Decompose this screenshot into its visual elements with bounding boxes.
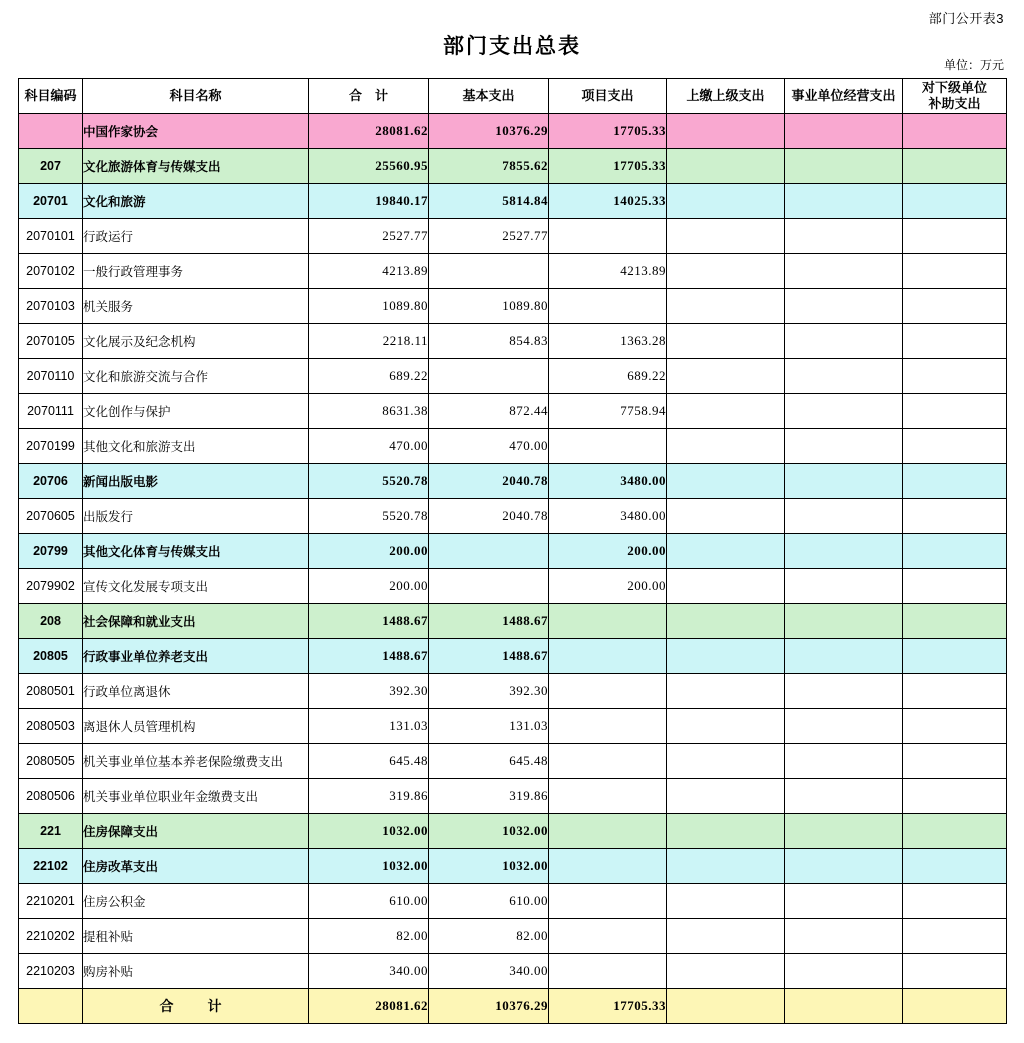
cell-subsidy — [903, 569, 1007, 604]
cell-business — [785, 674, 903, 709]
cell-subject-name: 新闻出版电影 — [83, 464, 309, 499]
cell-business — [785, 394, 903, 429]
cell-business — [785, 954, 903, 989]
cell-basic: 1089.80 — [429, 289, 549, 324]
cell-basic — [429, 569, 549, 604]
cell-subsidy — [903, 359, 1007, 394]
cell-total: 319.86 — [309, 779, 429, 814]
table-row — [19, 324, 1007, 359]
cell-upper — [667, 324, 785, 359]
column-header-total: 合 计 — [309, 79, 429, 114]
cell-code: 208 — [19, 604, 83, 639]
cell-code: 2070103 — [19, 289, 83, 324]
cell-upper — [667, 709, 785, 744]
cell-subject-name: 机关服务 — [83, 289, 309, 324]
cell-upper — [667, 779, 785, 814]
cell-subsidy — [903, 534, 1007, 569]
column-header-project: 项目支出 — [549, 79, 667, 114]
cell-code: 2210202 — [19, 919, 83, 954]
cell-project — [549, 429, 667, 464]
cell-subject-name: 宣传文化发展专项支出 — [83, 569, 309, 604]
cell-subsidy — [903, 639, 1007, 674]
cell-business — [785, 639, 903, 674]
cell-code — [19, 989, 83, 1024]
cell-business — [785, 709, 903, 744]
cell-total: 28081.62 — [309, 114, 429, 149]
table-row — [19, 184, 1007, 219]
cell-total: 5520.78 — [309, 499, 429, 534]
table-row — [19, 499, 1007, 534]
cell-project: 7758.94 — [549, 394, 667, 429]
cell-subject-name: 其他文化体育与传媒支出 — [83, 534, 309, 569]
table-row — [19, 359, 1007, 394]
cell-project — [549, 219, 667, 254]
cell-subsidy — [903, 324, 1007, 359]
cell-business — [785, 324, 903, 359]
cell-code: 2080503 — [19, 709, 83, 744]
cell-upper — [667, 989, 785, 1024]
cell-subject-name: 提租补贴 — [83, 919, 309, 954]
cell-upper — [667, 954, 785, 989]
cell-upper — [667, 744, 785, 779]
cell-basic: 645.48 — [429, 744, 549, 779]
column-header-code: 科目编码 — [19, 79, 83, 114]
cell-business — [785, 219, 903, 254]
cell-code: 20701 — [19, 184, 83, 219]
table-row — [19, 744, 1007, 779]
cell-subject-name: 住房改革支出 — [83, 849, 309, 884]
cell-total: 392.30 — [309, 674, 429, 709]
cell-subject-name: 购房补贴 — [83, 954, 309, 989]
cell-basic: 854.83 — [429, 324, 549, 359]
table-body — [19, 114, 1007, 1024]
cell-project — [549, 639, 667, 674]
cell-subsidy — [903, 219, 1007, 254]
table-row — [19, 534, 1007, 569]
cell-project — [549, 604, 667, 639]
cell-total: 610.00 — [309, 884, 429, 919]
cell-basic: 610.00 — [429, 884, 549, 919]
cell-total: 645.48 — [309, 744, 429, 779]
cell-project — [549, 779, 667, 814]
cell-total: 689.22 — [309, 359, 429, 394]
cell-subsidy — [903, 989, 1007, 1024]
cell-subject-name: 机关事业单位基本养老保险缴费支出 — [83, 744, 309, 779]
cell-subject-name: 中国作家协会 — [83, 114, 309, 149]
cell-project: 3480.00 — [549, 464, 667, 499]
cell-basic: 1032.00 — [429, 814, 549, 849]
table-row — [19, 884, 1007, 919]
cell-basic: 10376.29 — [429, 989, 549, 1024]
cell-subsidy — [903, 499, 1007, 534]
cell-upper — [667, 569, 785, 604]
cell-upper — [667, 674, 785, 709]
cell-project — [549, 814, 667, 849]
cell-basic: 131.03 — [429, 709, 549, 744]
table-row — [19, 954, 1007, 989]
column-header-upper: 上缴上级支出 — [667, 79, 785, 114]
cell-project — [549, 919, 667, 954]
cell-business — [785, 814, 903, 849]
cell-code — [19, 114, 83, 149]
table-row — [19, 394, 1007, 429]
page-title: 部门支出总表 — [443, 35, 581, 58]
cell-subsidy — [903, 884, 1007, 919]
cell-subsidy — [903, 849, 1007, 884]
cell-project: 1363.28 — [549, 324, 667, 359]
cell-subject-name: 住房公积金 — [83, 884, 309, 919]
cell-total: 82.00 — [309, 919, 429, 954]
cell-code: 221 — [19, 814, 83, 849]
unit-note: 单位：万元 — [943, 58, 1004, 72]
column-header-subsidy-line2: 补助支出 — [928, 96, 981, 111]
cell-upper — [667, 884, 785, 919]
cell-code: 2210203 — [19, 954, 83, 989]
cell-code: 2070199 — [19, 429, 83, 464]
cell-business — [785, 114, 903, 149]
cell-business — [785, 779, 903, 814]
cell-upper — [667, 289, 785, 324]
cell-basic: 10376.29 — [429, 114, 549, 149]
cell-business — [785, 534, 903, 569]
cell-basic: 319.86 — [429, 779, 549, 814]
cell-basic: 2040.78 — [429, 464, 549, 499]
cell-upper — [667, 184, 785, 219]
cell-total: 1032.00 — [309, 849, 429, 884]
cell-subsidy — [903, 114, 1007, 149]
cell-total: 200.00 — [309, 534, 429, 569]
cell-subject-name: 住房保障支出 — [83, 814, 309, 849]
column-header-subsidy — [903, 79, 1007, 114]
cell-business — [785, 184, 903, 219]
cell-code: 2080505 — [19, 744, 83, 779]
cell-total: 19840.17 — [309, 184, 429, 219]
cell-basic — [429, 254, 549, 289]
column-header-name: 科目名称 — [83, 79, 309, 114]
cell-upper — [667, 429, 785, 464]
cell-project — [549, 709, 667, 744]
cell-project: 17705.33 — [549, 149, 667, 184]
cell-code: 2070102 — [19, 254, 83, 289]
cell-subject-name: 出版发行 — [83, 499, 309, 534]
cell-project: 3480.00 — [549, 499, 667, 534]
cell-upper — [667, 639, 785, 674]
cell-basic: 5814.84 — [429, 184, 549, 219]
column-header-subsidy-line1: 对下级单位 — [921, 79, 987, 95]
cell-total: 4213.89 — [309, 254, 429, 289]
cell-subject-name: 文化旅游体育与传媒支出 — [83, 149, 309, 184]
table-row — [19, 779, 1007, 814]
table-row — [19, 639, 1007, 674]
cell-business — [785, 289, 903, 324]
cell-basic — [429, 534, 549, 569]
cell-upper — [667, 219, 785, 254]
table-row — [19, 219, 1007, 254]
cell-business — [785, 604, 903, 639]
cell-project: 200.00 — [549, 569, 667, 604]
table-row — [19, 289, 1007, 324]
cell-business — [785, 849, 903, 884]
cell-upper — [667, 114, 785, 149]
cell-subsidy — [903, 604, 1007, 639]
cell-project: 17705.33 — [549, 114, 667, 149]
document-tag: 部门公开表3 — [928, 11, 1004, 26]
cell-project: 4213.89 — [549, 254, 667, 289]
cell-subject-name: 文化展示及纪念机构 — [83, 324, 309, 359]
cell-upper — [667, 464, 785, 499]
cell-total: 1488.67 — [309, 604, 429, 639]
cell-total: 131.03 — [309, 709, 429, 744]
cell-total: 5520.78 — [309, 464, 429, 499]
cell-code: 20805 — [19, 639, 83, 674]
cell-code: 2080506 — [19, 779, 83, 814]
cell-total: 1488.67 — [309, 639, 429, 674]
cell-upper — [667, 919, 785, 954]
cell-project — [549, 849, 667, 884]
table-row — [19, 429, 1007, 464]
cell-business — [785, 744, 903, 779]
cell-code: 20706 — [19, 464, 83, 499]
cell-basic: 82.00 — [429, 919, 549, 954]
column-header-business: 事业单位经营支出 — [785, 79, 903, 114]
cell-total: 8631.38 — [309, 394, 429, 429]
cell-subject-name: 其他文化和旅游支出 — [83, 429, 309, 464]
column-header-basic: 基本支出 — [429, 79, 549, 114]
cell-upper — [667, 534, 785, 569]
cell-code: 2070105 — [19, 324, 83, 359]
table-row — [19, 709, 1007, 744]
cell-total: 2218.11 — [309, 324, 429, 359]
cell-total: 2527.77 — [309, 219, 429, 254]
cell-business — [785, 884, 903, 919]
table-row — [19, 114, 1007, 149]
cell-subsidy — [903, 184, 1007, 219]
cell-project — [549, 884, 667, 919]
cell-subsidy — [903, 289, 1007, 324]
cell-subject-name: 文化和旅游 — [83, 184, 309, 219]
cell-code: 2070605 — [19, 499, 83, 534]
cell-upper — [667, 604, 785, 639]
cell-business — [785, 254, 903, 289]
cell-project — [549, 744, 667, 779]
table-row — [19, 254, 1007, 289]
cell-business — [785, 359, 903, 394]
expenditure-table — [18, 78, 1007, 1024]
table-row — [19, 674, 1007, 709]
cell-project: 689.22 — [549, 359, 667, 394]
cell-total: 340.00 — [309, 954, 429, 989]
cell-code: 20799 — [19, 534, 83, 569]
cell-business — [785, 569, 903, 604]
cell-project — [549, 674, 667, 709]
cell-code: 2079902 — [19, 569, 83, 604]
cell-basic: 2527.77 — [429, 219, 549, 254]
cell-subsidy — [903, 149, 1007, 184]
table-row — [19, 569, 1007, 604]
cell-subject-name: 社会保障和就业支出 — [83, 604, 309, 639]
cell-code: 2070111 — [19, 394, 83, 429]
cell-code: 2080501 — [19, 674, 83, 709]
cell-subsidy — [903, 744, 1007, 779]
table-row — [19, 919, 1007, 954]
cell-upper — [667, 359, 785, 394]
cell-basic: 872.44 — [429, 394, 549, 429]
cell-subject-name: 行政事业单位养老支出 — [83, 639, 309, 674]
cell-subsidy — [903, 394, 1007, 429]
cell-total: 28081.62 — [309, 989, 429, 1024]
cell-subject-name: 文化和旅游交流与合作 — [83, 359, 309, 394]
cell-upper — [667, 849, 785, 884]
cell-subsidy — [903, 779, 1007, 814]
cell-business — [785, 149, 903, 184]
cell-total: 200.00 — [309, 569, 429, 604]
cell-upper — [667, 149, 785, 184]
cell-code: 2070110 — [19, 359, 83, 394]
cell-code: 207 — [19, 149, 83, 184]
cell-subject-name: 行政单位离退休 — [83, 674, 309, 709]
cell-project: 200.00 — [549, 534, 667, 569]
cell-basic: 392.30 — [429, 674, 549, 709]
cell-project — [549, 954, 667, 989]
cell-business — [785, 429, 903, 464]
cell-business — [785, 464, 903, 499]
cell-subsidy — [903, 429, 1007, 464]
cell-business — [785, 499, 903, 534]
table-row — [19, 604, 1007, 639]
cell-business — [785, 919, 903, 954]
cell-upper — [667, 394, 785, 429]
cell-subject-name: 行政运行 — [83, 219, 309, 254]
cell-total: 1089.80 — [309, 289, 429, 324]
cell-subject-name: 离退休人员管理机构 — [83, 709, 309, 744]
cell-subsidy — [903, 954, 1007, 989]
cell-project: 14025.33 — [549, 184, 667, 219]
table-total-row — [19, 989, 1007, 1024]
cell-subject-name: 机关事业单位职业年金缴费支出 — [83, 779, 309, 814]
cell-basic: 1488.67 — [429, 604, 549, 639]
cell-business — [785, 989, 903, 1024]
cell-project: 17705.33 — [549, 989, 667, 1024]
total-label: 合 计 — [83, 989, 309, 1024]
cell-total: 470.00 — [309, 429, 429, 464]
cell-basic: 470.00 — [429, 429, 549, 464]
cell-subject-name: 文化创作与保护 — [83, 394, 309, 429]
cell-subsidy — [903, 709, 1007, 744]
table-header-row — [19, 79, 1007, 114]
cell-upper — [667, 499, 785, 534]
cell-subsidy — [903, 814, 1007, 849]
cell-subsidy — [903, 464, 1007, 499]
table-row — [19, 149, 1007, 184]
cell-basic — [429, 359, 549, 394]
cell-total: 25560.95 — [309, 149, 429, 184]
cell-subsidy — [903, 674, 1007, 709]
cell-subsidy — [903, 919, 1007, 954]
cell-basic: 1032.00 — [429, 849, 549, 884]
cell-subsidy — [903, 254, 1007, 289]
cell-basic: 1488.67 — [429, 639, 549, 674]
cell-code: 2210201 — [19, 884, 83, 919]
cell-subject-name: 一般行政管理事务 — [83, 254, 309, 289]
cell-project — [549, 289, 667, 324]
cell-basic: 7855.62 — [429, 149, 549, 184]
table-row — [19, 814, 1007, 849]
table-row — [19, 464, 1007, 499]
cell-code: 22102 — [19, 849, 83, 884]
table-row — [19, 849, 1007, 884]
cell-basic: 340.00 — [429, 954, 549, 989]
cell-basic: 2040.78 — [429, 499, 549, 534]
cell-upper — [667, 814, 785, 849]
cell-code: 2070101 — [19, 219, 83, 254]
cell-total: 1032.00 — [309, 814, 429, 849]
cell-upper — [667, 254, 785, 289]
